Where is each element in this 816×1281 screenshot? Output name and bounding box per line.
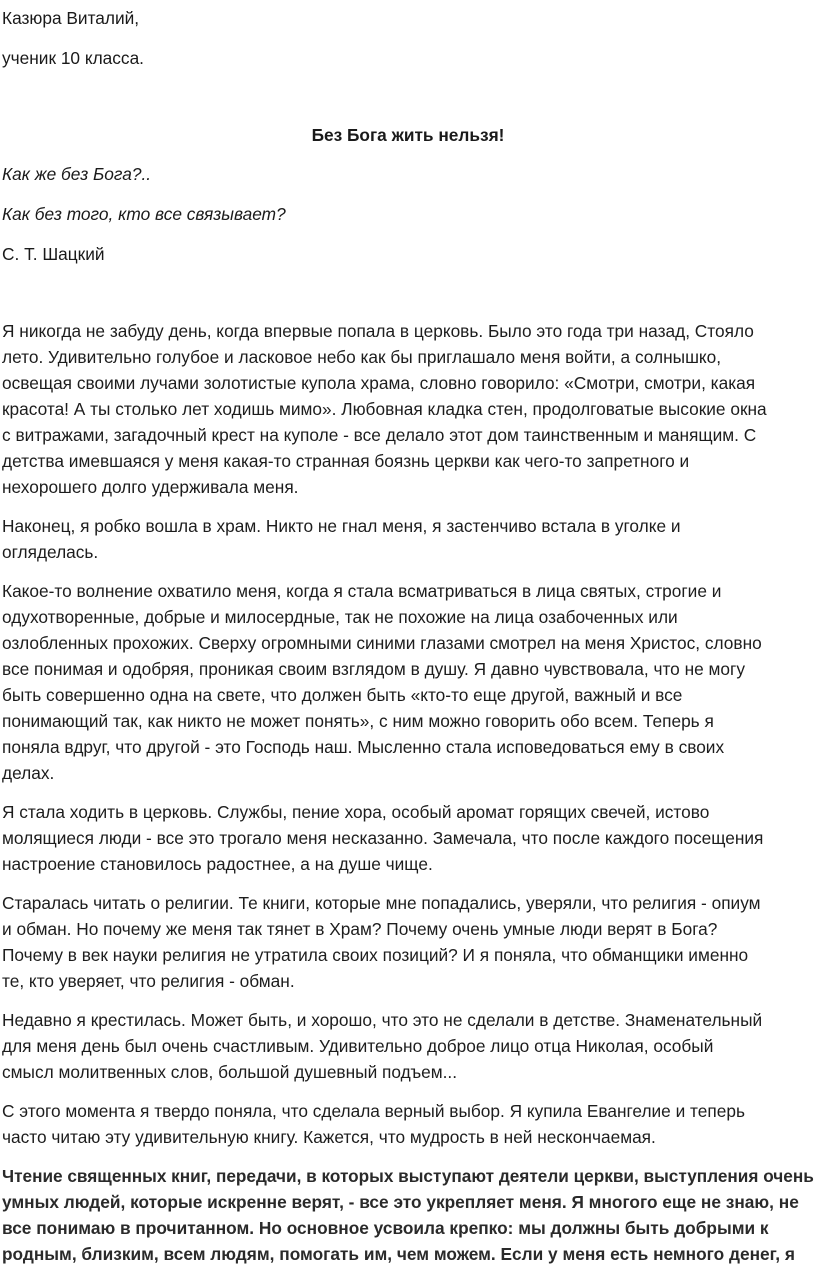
paragraph-line: молящиеся люди - все это трогало меня несказанно. Замечала, что после каждого посещения (2, 828, 764, 848)
paragraph-line: освещая своими лучами золотистые купола храма, словно говорило: «Смотри, смотри, какая (2, 373, 756, 393)
paragraph-line: делах. (2, 763, 55, 783)
epigraph-line-1: Как же без Бога?.. (2, 164, 152, 184)
paragraph-line: быть совершенно одна на свете, что должен быть «кто-то еще другой, важный и все (2, 685, 683, 705)
paragraph-line: часто читаю эту удивительную книгу. Кажется, что мудрость в ней нескончаемая. (2, 1127, 656, 1147)
paragraph-line: смысл молитвенных слов, большой душевный подъем... (2, 1062, 458, 1082)
paragraph-line: Наконец, я робко вошла в храм. Никто не гнал меня, я застенчиво встала в уголке и (2, 516, 681, 536)
paragraph-line: умных людей, которые искренне верят, - все это укрепляет меня. Я многого еще не знаю, не (2, 1192, 799, 1212)
paragraph-line: озлобленных прохожих. Сверху огромными синими глазами смотрел на меня Христос, словно (2, 633, 762, 653)
paragraph-line: одухотворенные, добрые и милосердные, так не похожие на лица озабоченных или (2, 607, 678, 627)
author-grade: ученик 10 класса. (2, 48, 144, 68)
author-name: Казюра Виталий, (2, 8, 140, 28)
paragraph-line: нехорошего долго удерживала меня. (2, 477, 299, 497)
paragraph-line: с витражами, загадочный крест на куполе - все делало этот дом таинственным и манящим. С (2, 425, 757, 445)
paragraph-line: Старалась читать о религии. Те книги, которые мне попадались, уверяли, что религия - опиум (2, 893, 761, 913)
paragraph-line: Я стала ходить в церковь. Службы, пение хора, особый аромат горящих свечей, истово (2, 802, 710, 822)
paragraph-line: все понимая и одобряя, проникая своим взглядом в душу. Я давно чувствовала, что не могу (2, 659, 745, 679)
paragraph-line: красота! А ты столько лет ходишь мимо». Любовная кладка стен, продолговатые высокие окна (2, 399, 767, 419)
paragraph-line: детства имевшаяся у меня какая-то странная боязнь церкви как чего-то запретного и (2, 451, 690, 471)
paragraph-line: огляделась. (2, 542, 99, 562)
paragraph-line: и обман. Но почему же меня так тянет в Храм? Почему очень умные люди верят в Бога? (2, 919, 718, 939)
paragraph-line: поняла вдруг, что другой - это Господь наш. Мысленно стала исповедоваться ему в своих (2, 737, 725, 757)
essay-title: Без Бога жить нельзя! (311, 125, 505, 145)
paragraph-line: родным, близким, всем людям, помогать им, чем можем. Если у меня есть немного денег, я (2, 1244, 795, 1264)
paragraph-2 (2, 513, 814, 565)
epigraph-line-2: Как без того, кто все связывает? (2, 204, 286, 224)
paragraph-line: Недавно я крестилась. Может быть, и хорошо, что это не сделали в детстве. Знаменательный (2, 1010, 763, 1030)
paragraph-3 (2, 578, 814, 786)
paragraph-4 (2, 799, 814, 877)
paragraph-8 (2, 1163, 814, 1267)
paragraph-line: все понимаю в прочитанном. Но основное усвоила крепко: мы должны быть добрыми к (2, 1218, 769, 1238)
paragraph-line: лето. Удивительно голубое и ласковое небо как бы приглашало меня войти, а солнышко, (2, 347, 722, 367)
paragraph-line: Чтение священных книг, передачи, в которых выступают деятели церкви, выступления очень (2, 1166, 814, 1186)
paragraph-5 (2, 890, 814, 994)
paragraph-1 (2, 318, 814, 500)
paragraph-line: Я никогда не забуду день, когда впервые попала в церковь. Было это года три назад, Стояло (2, 321, 754, 341)
paragraph-6 (2, 1007, 814, 1085)
paragraph-line: Какое-то волнение охватило меня, когда я стала всматриваться в лица святых, строгие и (2, 581, 722, 601)
paragraph-line: те, кто уверяет, что религия - обман. (2, 971, 295, 991)
paragraph-line: для меня день был очень счастливым. Удивительно доброе лицо отца Николая, особый (2, 1036, 714, 1056)
epigraph-attribution: С. Т. Шацкий (2, 244, 105, 264)
paragraph-7 (2, 1098, 814, 1150)
paragraph-line: настроение становилось радостнее, а на душе чище. (2, 854, 433, 874)
paragraph-line: С этого момента я твердо поняла, что сделала верный выбор. Я купила Евангелие и теперь (2, 1101, 745, 1121)
paragraph-line: понимающий так, как никто не может понять», с ним можно говорить обо всем. Теперь я (2, 711, 714, 731)
paragraph-line: Почему в век науки религия не утратила своих позиций? И я поняла, что обманщики именно (2, 945, 749, 965)
